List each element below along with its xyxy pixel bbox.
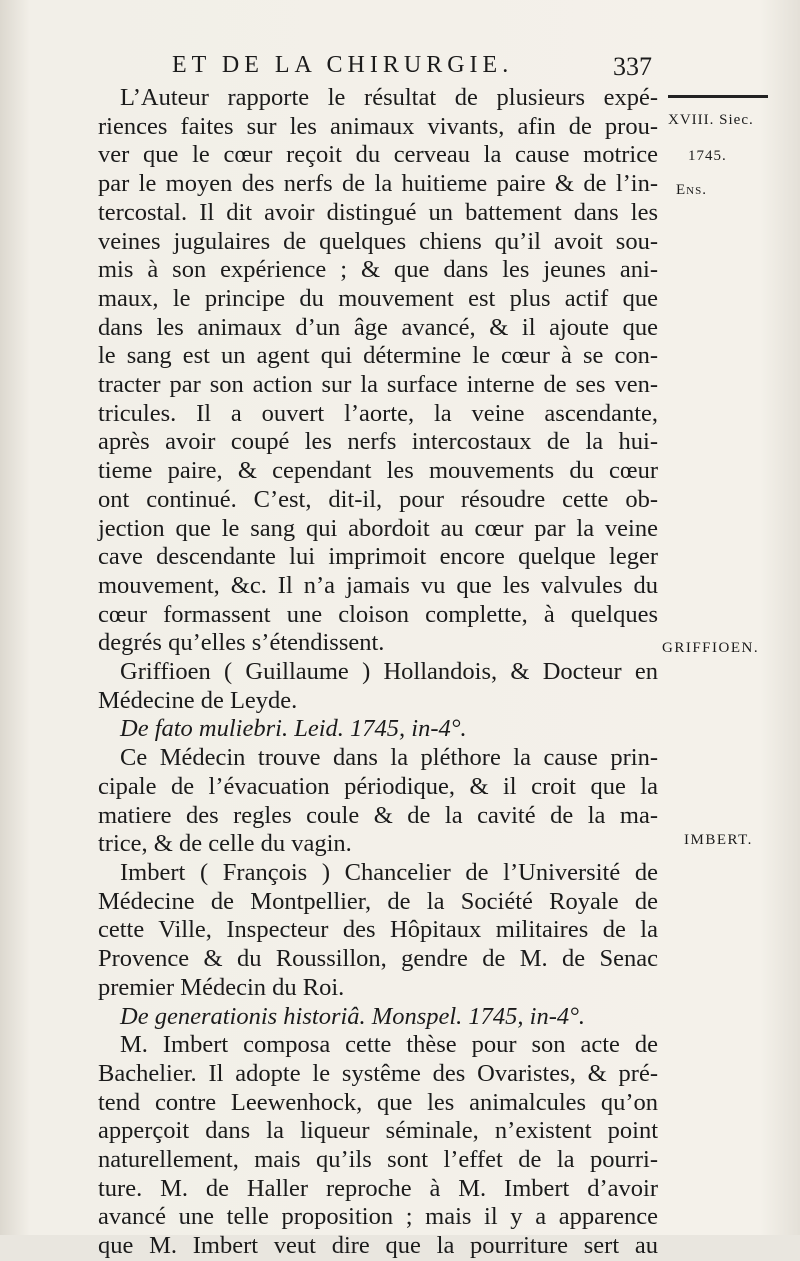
text-line: après avoir coupé les nerfs intercostaux de la hui- [98, 428, 658, 456]
text-line: avancé une telle proposition ; mais il y a apparence [98, 1203, 658, 1231]
margin-note-year: 1745. [688, 148, 727, 164]
text-line: trice, & de celle du vagin. [98, 830, 352, 858]
text-line: riences faites sur les animaux vivants, afin de prou- [98, 112, 658, 140]
text-line: cette Ville, Inspecteur des Hôpitaux militaires de la [98, 916, 658, 944]
text-line: Médecine de Leyde. [98, 686, 298, 714]
running-title: ET DE LA CHIRURGIE. [172, 52, 514, 78]
margin-note-century: XVIII. Siec. [668, 112, 754, 128]
text-line: jection que le sang qui abordoit au cœur par la veine [98, 514, 658, 542]
text-line: ver que le cœur reçoit du cerveau la cause motrice [98, 141, 658, 169]
margin-note-griffioen: GRIFFIOEN. [662, 640, 760, 656]
text-line: par le moyen des nerfs de la huitieme paire & de l’in- [98, 170, 658, 198]
page-number: 337 [613, 52, 652, 81]
running-head [172, 52, 652, 86]
text-line: ture. M. de Haller reproche à M. Imbert d’avoir [98, 1174, 658, 1202]
text-line: veines jugulaires de quelques chiens qu’il avoit sou- [98, 227, 658, 255]
text-line: ont continué. C’est, dit-il, pour résoudre cette ob- [98, 485, 658, 513]
margin-note-imbert: IMBERT. [684, 832, 753, 848]
margin-rule [668, 95, 768, 98]
text-line: tercostal. Il dit avoir distingué un battement dans les [98, 198, 658, 226]
body-text [98, 84, 658, 1261]
text-line: cœur formassent une cloison complette, à quelques [98, 600, 658, 628]
text-line-title: De fato muliebri. Leid. 1745, in-4°. [120, 715, 467, 743]
text-line: tieme paire, & cependant les mouvements du cœur [98, 457, 658, 485]
text-line: L’Auteur rapporte le résultat de plusieurs expé- [120, 84, 658, 111]
text-line: tend contre Leewenhock, que les animalcules qu’on [98, 1088, 658, 1116]
text-line: matiere des regles coule & de la cavité de la ma- [98, 801, 658, 829]
text-line: Bachelier. Il adopte le systême des Ovaristes, & pré- [98, 1059, 658, 1087]
text-line: naturellement, mais qu’ils sont l’effet de la pourri- [98, 1146, 658, 1174]
text-line: mouvement, &c. Il n’a jamais vu que les valvules du [98, 571, 658, 599]
text-line: le sang est un agent qui détermine le cœur à se con- [98, 342, 658, 370]
text-line: cipale de l’évacuation périodique, & il croit que la [98, 772, 658, 800]
text-line: tracter par son action sur la surface interne de ses ven- [98, 371, 658, 399]
text-line: M. Imbert composa cette thèse pour son acte de [120, 1031, 658, 1059]
text-line: apperçoit dans la liqueur séminale, n’existent point [98, 1117, 658, 1145]
text-line: dans les animaux d’un âge avancé, & il ajoute que [98, 313, 658, 341]
text-line: premier Médecin du Roi. [98, 973, 345, 1001]
text-line: que M. Imbert veut dire que la pourriture sert au [98, 1232, 658, 1260]
text-line-title: De generationis historiâ. Monspel. 1745, in-4°. [120, 1002, 586, 1030]
text-line: Ce Médecin trouve dans la pléthore la cause prin- [120, 744, 658, 772]
text-line: tricules. Il a ouvert l’aorte, la veine ascendante, [98, 399, 658, 427]
text-line: Griffioen ( Guillaume ) Hollandois, & Docteur en [120, 658, 658, 686]
text-line: mis à son expérience ; & que dans les jeunes ani- [98, 256, 658, 284]
text-line: degrés qu’elles s’étendissent. [98, 629, 385, 657]
text-line: Provence & du Roussillon, gendre de M. de Senac [98, 945, 658, 973]
text-line: maux, le principe du mouvement est plus actif que [98, 284, 658, 312]
text-line: Imbert ( François ) Chancelier de l’Université de [120, 858, 658, 886]
text-line: Médecine de Montpellier, de la Société Royale de [98, 887, 658, 915]
margin-note-ens: Ens. [676, 182, 707, 198]
text-line: cave descendante lui imprimoit encore quelque leger [98, 543, 658, 571]
